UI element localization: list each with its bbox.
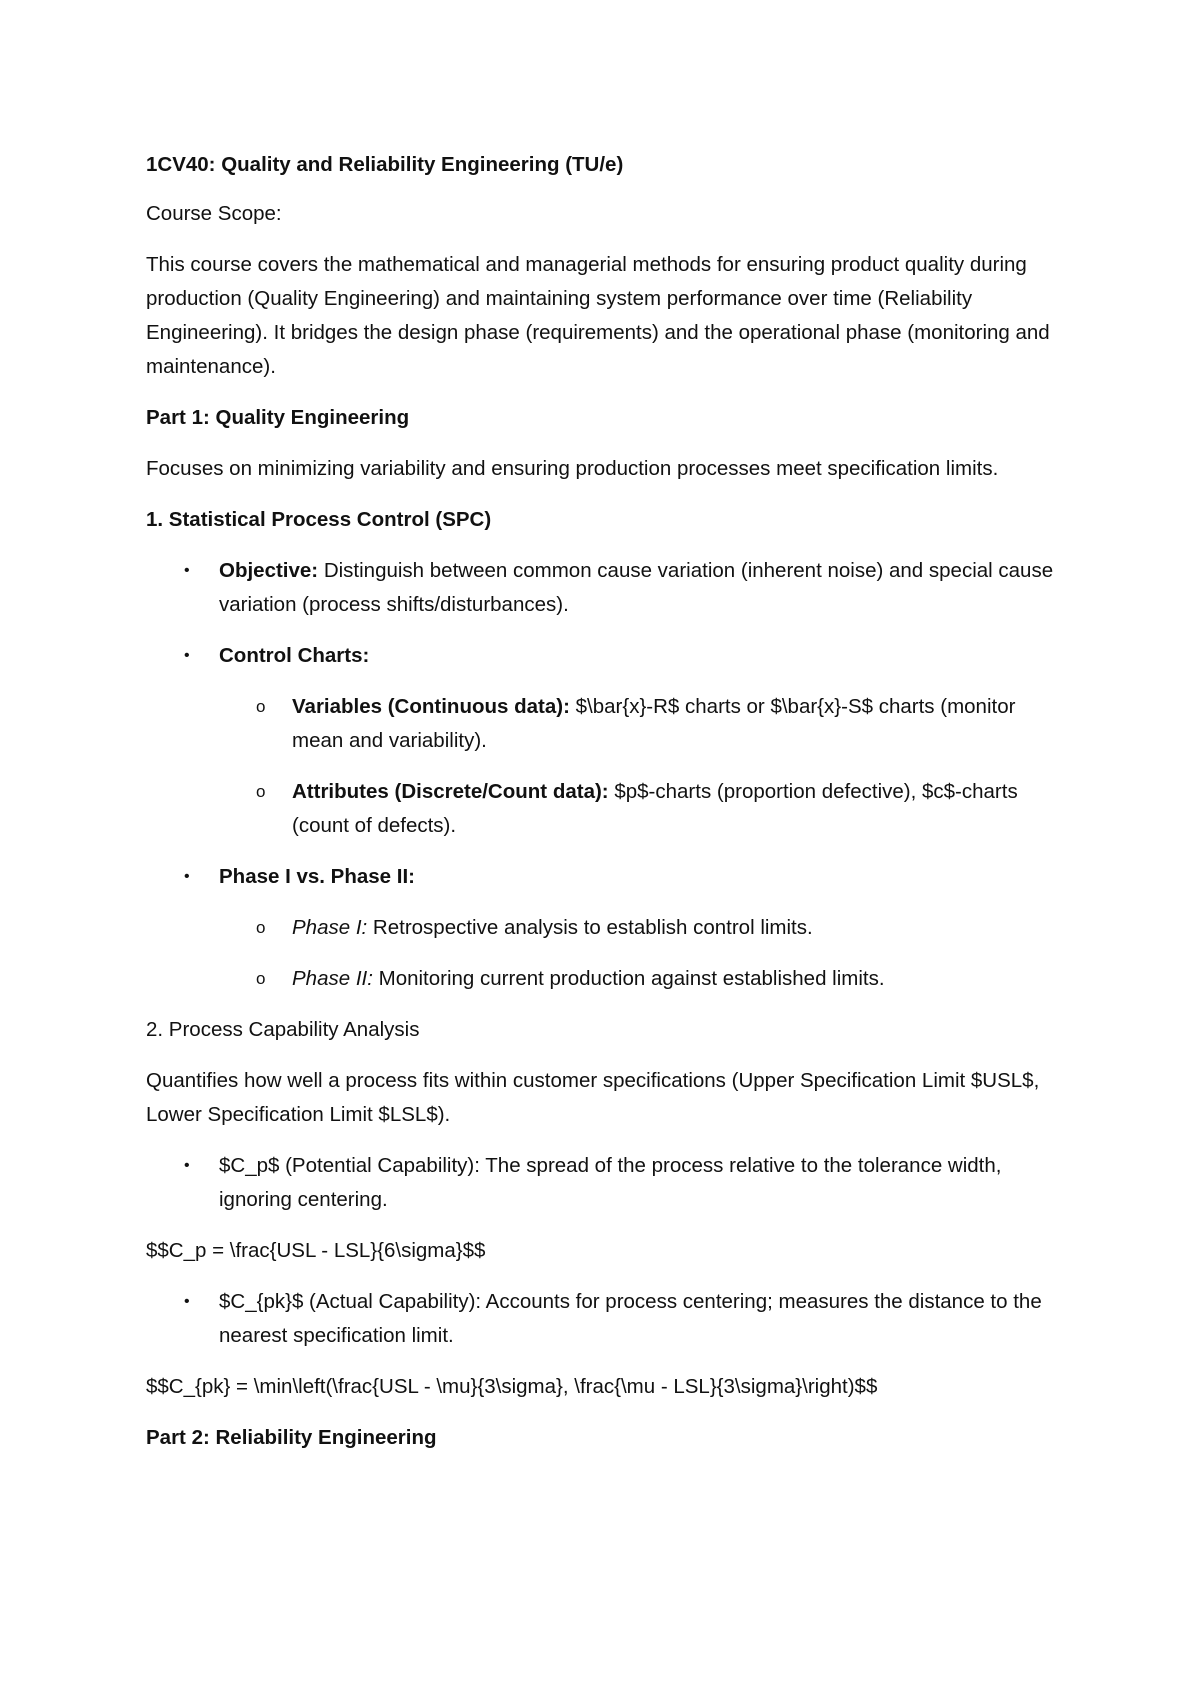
list-item-cp bbox=[146, 1149, 1066, 1217]
sub-bullet-icon: o bbox=[256, 782, 266, 801]
document-title: 1CV40: Quality and Reliability Engineering (TU/e) bbox=[146, 153, 624, 176]
objective-label: Objective: bbox=[219, 559, 319, 582]
document-page bbox=[146, 148, 1066, 1472]
spc-heading: 1. Statistical Process Control (SPC) bbox=[146, 508, 492, 531]
scope-paragraph: This course covers the mathematical and managerial methods for ensuring product quality during production (Quality Engineering) and maintaining system performance over time (Reliability Engineering). It bridges the design phase (requirements) and the operational phase (monitoring and maintenance). bbox=[146, 253, 1050, 378]
phase-label: Phase I vs. Phase II: bbox=[219, 865, 415, 888]
part2-heading: Part 2: Reliability Engineering bbox=[146, 1426, 437, 1449]
objective-text: Distinguish between common cause variation (inherent noise) and special cause variation (process shifts/disturbances). bbox=[219, 559, 1054, 616]
cpk-formula: $$C_{pk} = \min\left(\frac{USL - \mu}{3\sigma}, \frac{\mu - LSL}{3\sigma}\right)$$ bbox=[146, 1375, 878, 1398]
list-item-objective bbox=[146, 554, 1066, 622]
control-charts-label: Control Charts: bbox=[219, 644, 370, 667]
cpk-text: $C_{pk}$ (Actual Capability): Accounts for process centering; measures the distance to the nearest specification limit. bbox=[219, 1290, 1042, 1347]
phase2-label: Phase II: bbox=[292, 967, 373, 990]
phase2-text: Monitoring current production against established limits. bbox=[372, 967, 885, 990]
control-charts-sublist bbox=[146, 690, 1066, 843]
bullet-icon: • bbox=[184, 1293, 190, 1310]
sub-bullet-icon: o bbox=[256, 969, 266, 988]
sub-bullet-icon: o bbox=[256, 697, 266, 716]
attributes-label: Attributes (Discrete/Count data): bbox=[292, 780, 609, 803]
variables-label: Variables (Continuous data): bbox=[292, 695, 570, 718]
bullet-icon: • bbox=[184, 1157, 190, 1174]
part1-heading: Part 1: Quality Engineering bbox=[146, 406, 410, 429]
bullet-icon: • bbox=[184, 562, 190, 579]
capability-intro: Quantifies how well a process fits within customer specifications (Upper Specification Limit $USL$, Lower Specification Limit $LSL$). bbox=[146, 1069, 1040, 1126]
list-item-phases bbox=[146, 860, 1066, 996]
bullet-icon: • bbox=[184, 647, 190, 664]
attributes-text: $p$-charts (proportion defective), $c$-charts (count of defects). bbox=[292, 780, 1018, 837]
part1-intro: Focuses on minimizing variability and ensuring production processes meet specification limits. bbox=[146, 457, 999, 480]
list-item-phase1 bbox=[146, 911, 1066, 945]
list-item-cpk bbox=[146, 1285, 1066, 1353]
variables-text: $\bar{x}-R$ charts or $\bar{x}-S$ charts (monitor mean and variability). bbox=[292, 695, 1016, 752]
cp-list bbox=[146, 1149, 1066, 1217]
phase1-label: Phase I: bbox=[292, 916, 368, 939]
list-item-control-charts bbox=[146, 639, 1066, 843]
scope-label: Course Scope: bbox=[146, 202, 282, 225]
list-item-attributes bbox=[146, 775, 1066, 843]
cp-formula: $$C_p = \frac{USL - LSL}{6\sigma}$$ bbox=[146, 1239, 486, 1262]
phases-sublist bbox=[146, 911, 1066, 996]
cpk-list bbox=[146, 1285, 1066, 1353]
sub-bullet-icon: o bbox=[256, 918, 266, 937]
bullet-icon: • bbox=[184, 868, 190, 885]
cp-text: $C_p$ (Potential Capability): The spread of the process relative to the tolerance width, ignoring centering. bbox=[219, 1154, 1002, 1211]
spc-list bbox=[146, 554, 1066, 996]
list-item-phase2 bbox=[146, 962, 1066, 996]
list-item-variables bbox=[146, 690, 1066, 758]
phase1-text: Retrospective analysis to establish control limits. bbox=[367, 916, 813, 939]
capability-heading: 2. Process Capability Analysis bbox=[146, 1018, 420, 1041]
